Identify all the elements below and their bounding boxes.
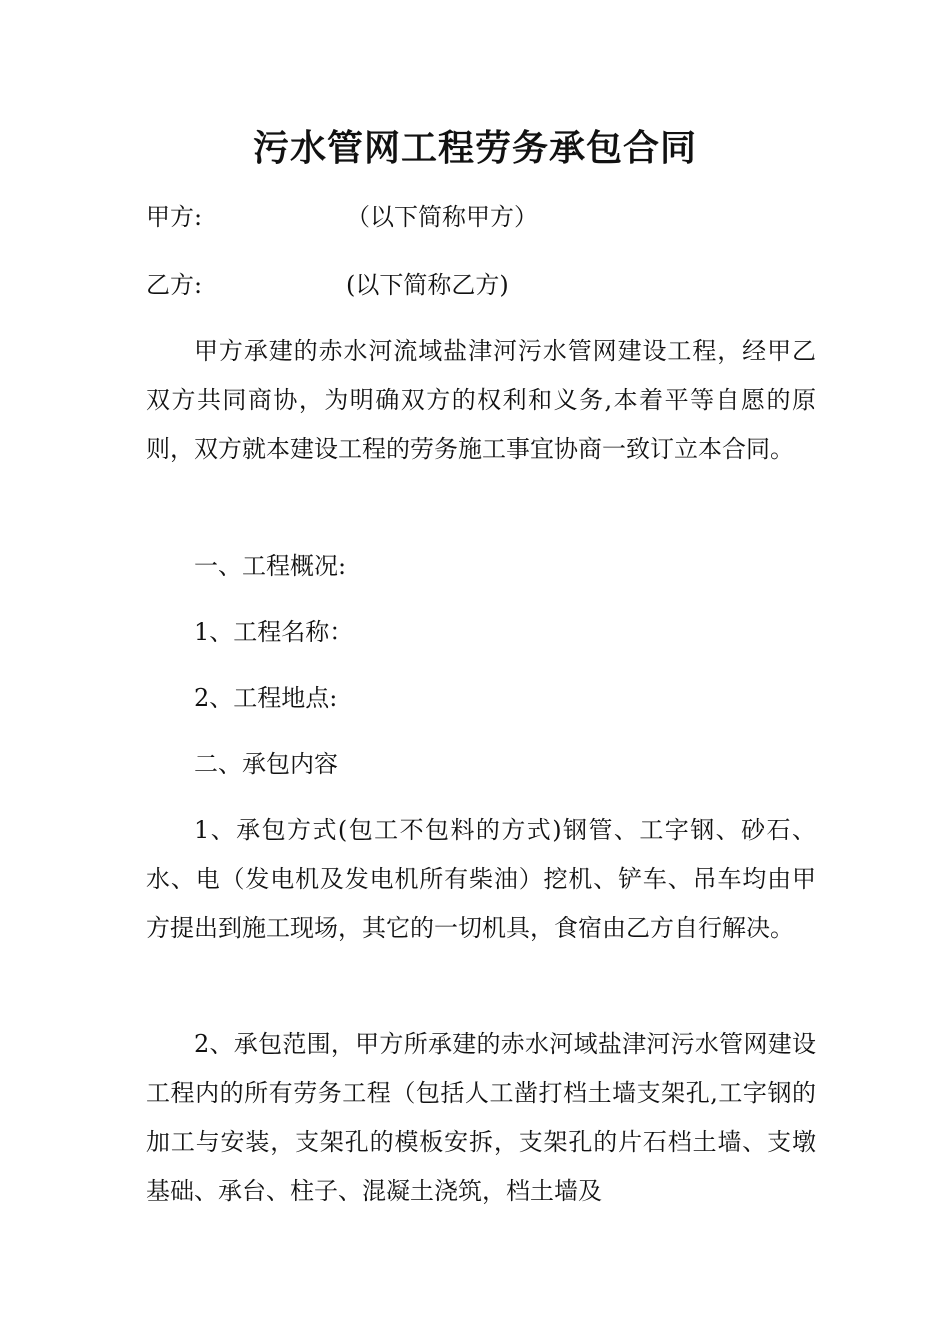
- contract-scope-paragraph: 2、承包范围，甲方所承建的赤水河域盐津河污水管网建设工程内的所有劳务工程（包括人工凿打档土墙支架孔,工字钢的加工与安装，支架孔的模板安拆，支架孔的片石档土墙、支墩基础、承台、柱子、混凝土浇筑，档土墙及: [146, 1030, 816, 1205]
- intro-paragraph: 甲方承建的赤水河流域盐津河污水管网建设工程，经甲乙双方共同商协，为明确双方的权利和义务,本着平等自愿的原则，双方就本建设工程的劳务施工事宜协商一致订立本合同。: [146, 337, 816, 463]
- contract-method-paragraph: 1、承包方式(包工不包料的方式)钢管、工字钢、砂石、水、电（发电机及发电机所有柴油）挖机、铲车、吊车均由甲方提出到施工现场，其它的一切机具，食宿由乙方自行解决。: [146, 816, 816, 942]
- party-a-label: 甲方:: [146, 203, 203, 231]
- project-name-item: 1、工程名称：: [194, 618, 354, 646]
- project-location-item: 2、工程地点:: [194, 684, 338, 712]
- section-heading-overview: 一、工程概况:: [194, 552, 347, 580]
- document-title: 污水管网工程劳务承包合同: [252, 127, 697, 169]
- section-heading-contract-content: 二、承包内容: [194, 750, 338, 778]
- party-a-note: （以下简称甲方）: [346, 203, 538, 231]
- party-a-line: [146, 200, 538, 234]
- party-b-line: [146, 268, 509, 302]
- party-b-note: (以下简称乙方): [346, 271, 509, 299]
- party-b-label: 乙方:: [146, 271, 203, 299]
